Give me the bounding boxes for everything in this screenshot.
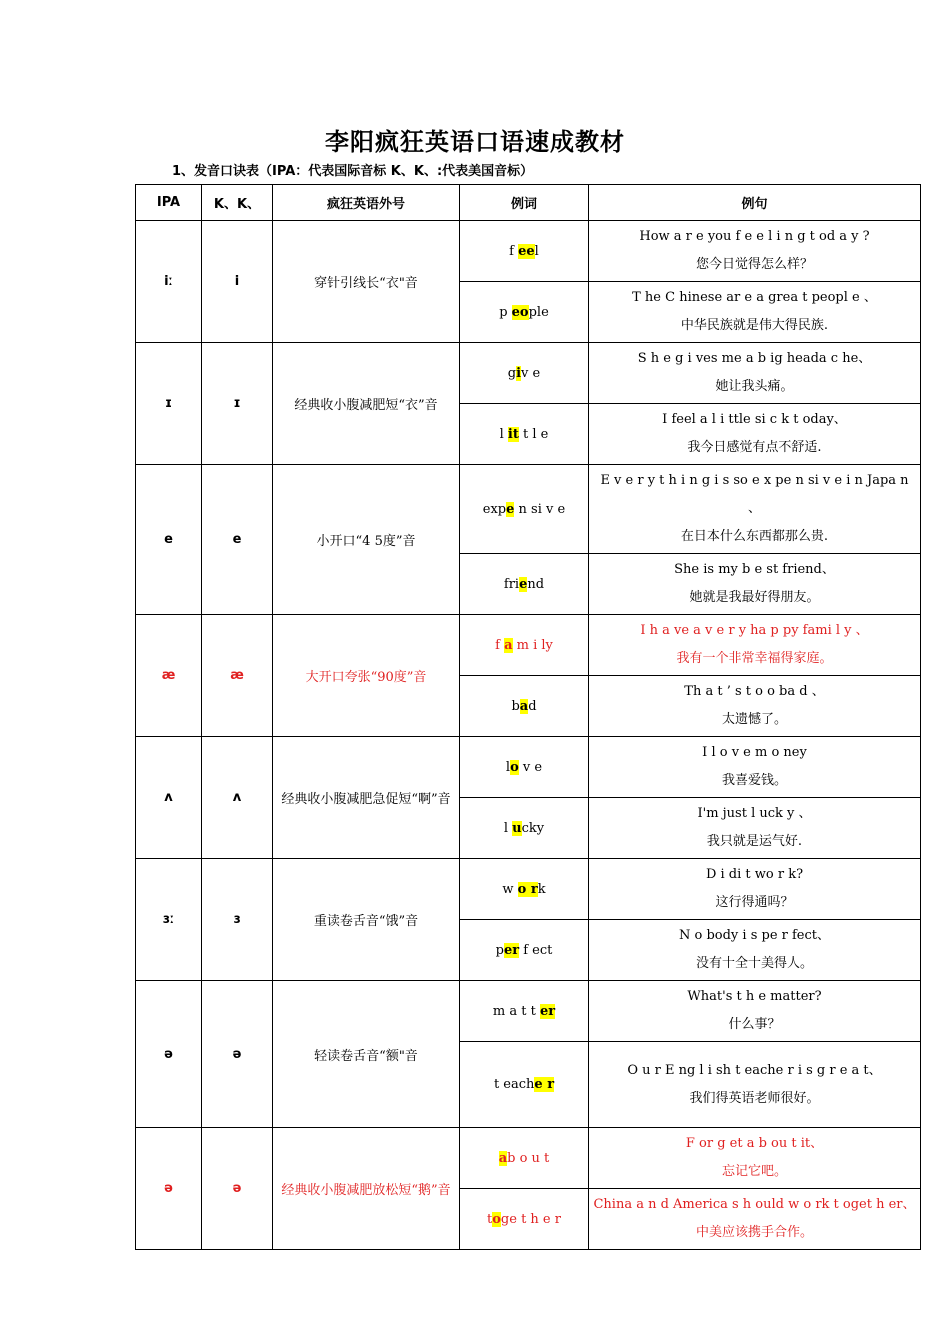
sentence-chinese: 我今日感觉有点不舒适. <box>687 440 822 455</box>
kk-symbol: i <box>202 221 273 343</box>
table-row <box>136 343 921 404</box>
word-highlight: u <box>512 820 522 836</box>
sentence-chinese: 中华民族就是伟大得民族. <box>680 318 829 333</box>
rhyme-nickname: 穿针引线长“衣"音 <box>273 221 460 343</box>
word-part: v e <box>521 365 541 381</box>
kk-symbol: ɜ <box>202 859 273 981</box>
kk-symbol: ɪ <box>202 343 273 465</box>
example-word <box>460 343 589 404</box>
ipa-symbol: e <box>136 465 202 615</box>
word-part: t each <box>493 1077 535 1092</box>
rhyme-nickname: 经典收小腹减肥放松短“鹅”音 <box>273 1128 460 1250</box>
example-sentence <box>589 676 921 737</box>
example-word <box>460 981 589 1042</box>
rhyme-nickname: 大开口夸张“90度”音 <box>273 615 460 737</box>
example-sentence <box>589 798 921 859</box>
example-sentence <box>589 465 921 554</box>
example-word <box>460 1128 589 1189</box>
rhyme-nickname: 经典收小腹减肥短“衣”音 <box>273 343 460 465</box>
word-part: t l e <box>518 426 549 442</box>
table-row <box>136 615 921 676</box>
word-highlight: er <box>539 1003 556 1019</box>
example-sentence <box>589 343 921 404</box>
sentence-chinese: 什么事？ <box>728 1017 781 1032</box>
word-highlight: o <box>492 1211 501 1227</box>
word-part: d <box>528 698 537 714</box>
sentence-chinese: 我们得英语老师很好。 <box>689 1090 820 1106</box>
kk-symbol: ʌ <box>202 737 273 859</box>
sentence-english: How a r e you f e e l i n g t od a y ? <box>639 229 870 244</box>
rhyme-nickname: 经典收小腹减肥急促短“啊”音 <box>273 737 460 859</box>
kk-symbol: ə <box>202 981 273 1128</box>
page-title: 李阳疯狂英语口语速成教材 <box>325 128 625 156</box>
word-highlight: er <box>503 942 520 958</box>
header-rhyme: 疯狂英语外号 <box>273 185 460 221</box>
example-word <box>460 404 589 465</box>
sentence-english: I h a ve a v e r y ha p py fami l y 、 <box>640 623 869 638</box>
word-part: p <box>495 942 504 958</box>
word-part: v e <box>518 759 543 775</box>
word-highlight: o <box>510 759 519 775</box>
sentence-english: Th a t ’ s t o o ba d 、 <box>684 684 825 699</box>
example-word <box>460 1042 589 1128</box>
word-highlight: e <box>519 576 528 592</box>
word-part: b o u t <box>507 1150 550 1166</box>
word-part: t <box>487 1211 493 1227</box>
word-part: exp <box>482 501 507 517</box>
example-word <box>460 615 589 676</box>
word-part: l <box>505 759 511 775</box>
word-highlight: i <box>516 365 522 381</box>
sentence-chinese: 她让我头痛。 <box>715 379 794 394</box>
example-word <box>460 221 589 282</box>
example-sentence <box>589 920 921 981</box>
example-word <box>460 859 589 920</box>
word-highlight: a <box>504 637 513 653</box>
header-ipa: IPA <box>136 185 202 221</box>
word-part: l <box>499 426 508 442</box>
header-word: 例词 <box>460 185 589 221</box>
word-part: p <box>499 304 512 320</box>
example-word <box>460 737 589 798</box>
word-part: g <box>507 365 517 381</box>
example-sentence <box>589 1128 921 1189</box>
table-row <box>136 465 921 554</box>
word-part: l <box>503 820 513 836</box>
word-part: m i ly <box>512 637 553 653</box>
table-row <box>136 981 921 1042</box>
example-sentence <box>589 981 921 1042</box>
example-word <box>460 676 589 737</box>
example-sentence <box>589 1189 921 1250</box>
word-part: nd <box>527 576 545 592</box>
kk-symbol: æ <box>202 615 273 737</box>
sentence-chinese: 这行得通吗？ <box>715 895 794 910</box>
word-part: f <box>509 243 519 259</box>
sentence-english: I'm just l uck y 、 <box>697 806 812 821</box>
word-part: k <box>537 881 546 897</box>
sentence-english: E v e r y t h i n g i s so e x pe n si v e i n Japa n 、 <box>600 473 909 516</box>
ipa-symbol: ɜː <box>136 859 202 981</box>
word-highlight: e <box>506 501 515 517</box>
example-sentence <box>589 859 921 920</box>
example-sentence <box>589 1042 921 1128</box>
word-part: l <box>534 243 539 259</box>
sentence-chinese: 您今日觉得怎么样？ <box>695 257 813 272</box>
sentence-english: N o body i s pe r fect、 <box>678 928 830 943</box>
header-sentence: 例句 <box>589 185 921 221</box>
example-word <box>460 798 589 859</box>
sentence-chinese: 在日本什么东西都那么贵. <box>680 529 829 544</box>
word-part: f ect <box>519 942 553 958</box>
example-sentence <box>589 615 921 676</box>
sentence-english: T he C hinese ar e a grea t peopl e 、 <box>632 290 877 305</box>
sentence-chinese: 没有十全十美得人。 <box>695 956 813 971</box>
sentence-english: She is my b e st friend、 <box>674 562 835 577</box>
sentence-chinese: 她就是我最好得朋友。 <box>689 590 820 605</box>
word-highlight: a <box>498 1150 508 1166</box>
example-word <box>460 1189 589 1250</box>
rhyme-nickname: 小开口“4 5度”音 <box>273 465 460 615</box>
rhyme-nickname: 轻读卷舌音“额"音 <box>273 981 460 1128</box>
table-row <box>136 859 921 920</box>
example-sentence <box>589 404 921 465</box>
word-part: w <box>502 881 518 897</box>
word-highlight: ee <box>518 243 535 259</box>
example-sentence <box>589 737 921 798</box>
sentence-chinese: 我喜爱钱。 <box>721 773 787 788</box>
example-word <box>460 920 589 981</box>
kk-symbol: e <box>202 465 273 615</box>
example-sentence <box>589 554 921 615</box>
ipa-symbol: ə <box>136 981 202 1128</box>
ipa-symbol: ə <box>136 1128 202 1250</box>
word-part: cky <box>521 820 545 836</box>
sentence-chinese: 太遗憾了。 <box>721 712 787 727</box>
word-part: m a t t <box>492 1003 540 1019</box>
word-highlight: it <box>507 426 519 442</box>
example-sentence <box>589 221 921 282</box>
word-highlight: eo <box>511 304 529 320</box>
sentence-chinese: 我只就是运气好. <box>706 834 803 849</box>
sentence-chinese: 我有一个非常幸福得家庭。 <box>676 651 833 666</box>
sentence-english: S h e g i ves me a b ig heada c he、 <box>637 351 872 366</box>
sentence-english: F or g et a b ou t it、 <box>685 1136 824 1151</box>
word-part: n si v e <box>514 501 566 517</box>
sentence-english: China a n d America s h ould w o rk t oget h er、 中美应该携手合作。 <box>593 1197 916 1240</box>
sentence-english: I feel a l i ttle si c k t oday、 <box>662 412 847 427</box>
example-word <box>460 465 589 554</box>
pronunciation-table <box>135 184 921 1250</box>
sentence-chinese: 忘记它吧。 <box>721 1164 787 1179</box>
sentence-english: I l o v e m o ney <box>702 745 807 760</box>
rhyme-nickname: 重读卷舌音“饿”音 <box>273 859 460 981</box>
word-highlight: o r <box>517 881 538 897</box>
word-highlight: e r <box>534 1077 555 1092</box>
sentence-english: D i di t wo r k? <box>705 867 804 882</box>
sentence-english: O u r E ng l i sh t eache r i s g r e a t、 <box>627 1062 882 1078</box>
ipa-symbol: iː <box>136 221 202 343</box>
table-row <box>136 1128 921 1189</box>
ipa-symbol: ʌ <box>136 737 202 859</box>
word-part: ge t h e r <box>500 1211 561 1227</box>
kk-symbol: ə <box>202 1128 273 1250</box>
word-part: f <box>495 637 505 653</box>
word-part: fri <box>503 576 520 592</box>
table-row <box>136 737 921 798</box>
table-body <box>136 221 921 1250</box>
section-subtitle: 1、发音口诀表（IPA：代表国际音标 K、K、:代表美国音标） <box>172 164 534 179</box>
word-part: ple <box>528 304 549 320</box>
word-part: b <box>511 698 520 714</box>
example-word <box>460 554 589 615</box>
table-row <box>136 221 921 282</box>
example-sentence <box>589 282 921 343</box>
ipa-symbol: æ <box>136 615 202 737</box>
ipa-symbol: ɪ <box>136 343 202 465</box>
sentence-english: What's t h e matter? <box>687 989 822 1004</box>
table-header-row <box>136 185 921 221</box>
header-kk: K、K、 <box>202 185 273 221</box>
example-word <box>460 282 589 343</box>
word-highlight: a <box>519 698 529 714</box>
